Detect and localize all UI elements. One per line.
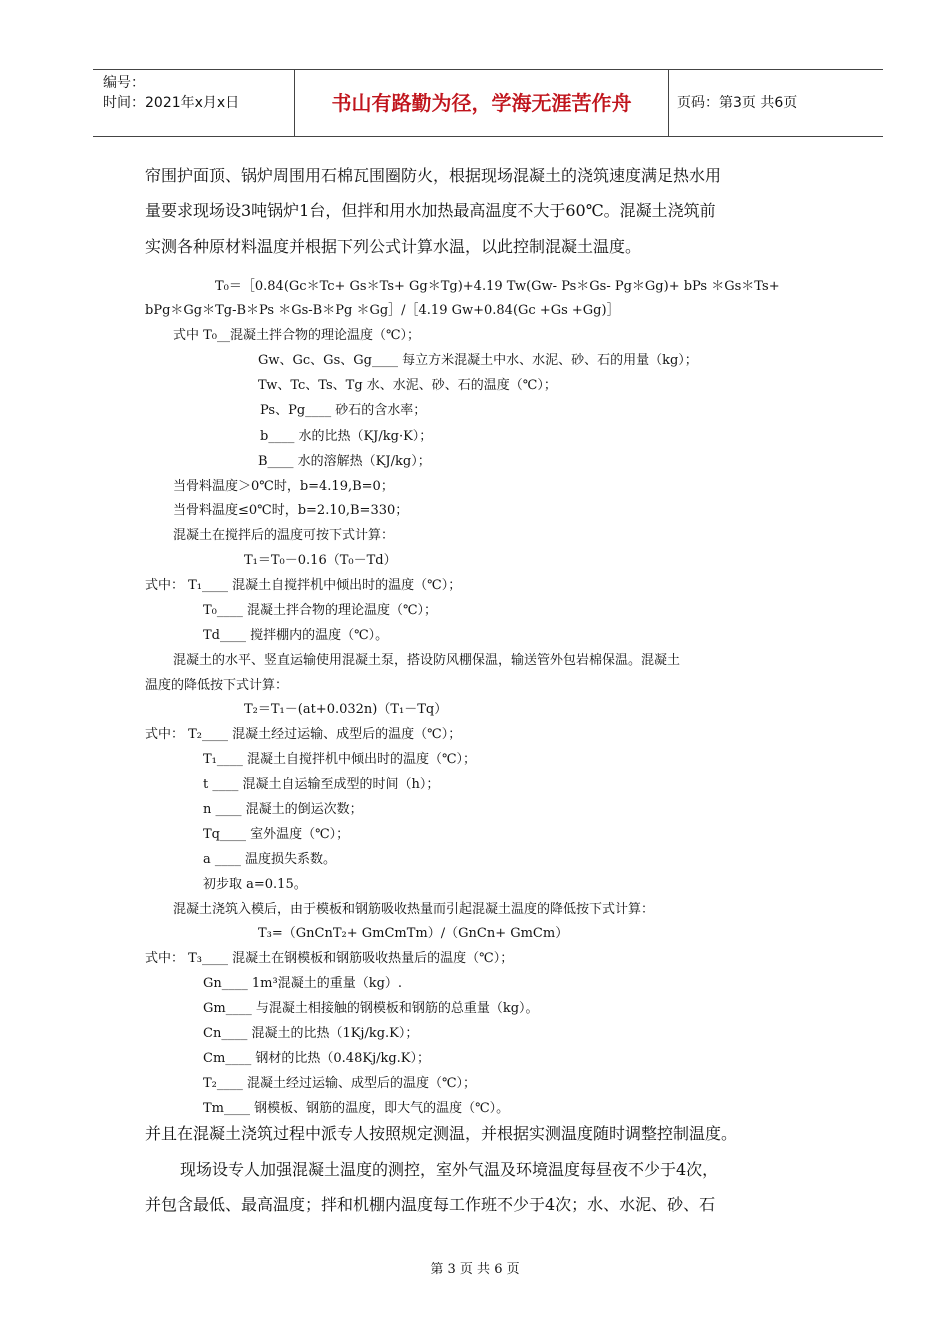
formula-t2: T₂＝T₁－(at+0.032n)（T₁－Tq） <box>244 702 448 717</box>
page-header <box>93 69 883 137</box>
formula-t0-line1: T₀＝［0.84(Gc＊Tc+ Gs＊Ts+ Gg＊Tg)+4.19 Tw(Gw- Ps＊Gs- Pg＊Gg)+ bPs ＊Gs＊Ts+ <box>215 279 780 294</box>
definition-line: 初步取 a=0.15。 <box>203 877 307 892</box>
definition-line: Gn____ 1m³混凝土的重量（kg）. <box>203 976 403 991</box>
definition-line: T₀____ 混凝土拌合物的理论温度（℃）； <box>203 603 438 618</box>
definition-line: T₂____ 混凝土经过运输、成型后的温度（℃）； <box>203 1076 477 1091</box>
paragraph-line: 量要求现场设3吨锅炉1台，但拌和用水加热最高温度不大于60℃。混凝土浇筑前 <box>145 201 716 220</box>
header-motto: 书山有路勤为径，学海无涯苦作舟 <box>294 70 669 136</box>
paragraph-line: 混凝土的水平、竖直运输使用混凝土泵，搭设防风棚保温，输送管外包岩棉保温。混凝土 <box>173 653 681 668</box>
header-left <box>93 70 294 136</box>
definition-line: t ____ 混凝土自运输至成型的时间（h）； <box>203 777 440 792</box>
document-number-label: 编号： <box>103 75 145 91</box>
condition-line: 当骨料温度＞0℃时，b=4.19,B=0； <box>173 479 394 494</box>
definition-line: Cm____ 钢材的比热（0.48Kj/kg.K）； <box>203 1051 431 1066</box>
formula-t1: T₁＝T₀－0.16（T₀－Td） <box>244 553 397 568</box>
definition-line: Cn____ 混凝土的比热（1Kj/kg.K）； <box>203 1026 419 1041</box>
definition-line: n ____ 混凝土的倒运次数； <box>203 802 363 817</box>
definition-line: 式中： T₂____ 混凝土经过运输、成型后的温度（℃）； <box>145 727 462 742</box>
definition-line: 式中 T₀__混凝土拌合物的理论温度（℃）； <box>173 328 421 343</box>
definition-line: Gw、Gc、Gs、Gg____ 每立方米混凝土中水、水泥、砂、石的用量（kg）； <box>258 353 698 368</box>
document-time-label: 时间：2021年x月x日 <box>103 95 240 111</box>
formula-t0-line2: bPg＊Gg＊Tg-B＊Ps ＊Gs-B＊Pg ＊Gg］/［4.19 Gw+0.84(Gc +Gs +Gg)］ <box>145 303 620 318</box>
header-page-number: 页码：第3页 共6页 <box>677 95 798 111</box>
paragraph-line: 温度的降低按下式计算： <box>145 678 289 693</box>
paragraph-line: 现场设专人加强混凝土温度的测控，室外气温及环境温度每昼夜不少于4次， <box>180 1160 719 1179</box>
definition-line: Ps、Pg____ 砂石的含水率； <box>260 403 427 418</box>
paragraph-line: 混凝土浇筑入模后，由于模板和钢筋吸收热量而引起混凝土温度的降低按下式计算： <box>173 902 655 917</box>
definition-line: Tq____ 室外温度（℃）； <box>203 827 350 842</box>
paragraph-line: 并包含最低、最高温度；拌和机棚内温度每工作班不少于4次；水、水泥、砂、石 <box>145 1195 716 1214</box>
definition-line: 式中： T₁____ 混凝土自搅拌机中倾出时的温度（℃）； <box>145 578 462 593</box>
condition-line: 当骨料温度≤0℃时，b=2.10,B=330； <box>173 503 409 518</box>
definition-line: B____ 水的溶解热（KJ/kg）； <box>258 454 431 469</box>
paragraph-line: 实测各种原材料温度并根据下列公式计算水温，以此控制混凝土温度。 <box>145 237 642 256</box>
definition-line: 式中： T₃____ 混凝土在钢模板和钢筋吸收热量后的温度（℃）； <box>145 951 514 966</box>
definition-line: Tm____ 钢模板、钢筋的温度，即大气的温度（℃）。 <box>203 1101 510 1116</box>
definition-line: b____ 水的比热（KJ/kg·K）； <box>260 429 433 444</box>
definition-line: Tw、Tc、Ts、Tg 水、水泥、砂、石的温度（℃）； <box>258 378 557 393</box>
paragraph-line: 帘围护面顶、锅炉周围用石棉瓦围圈防火，根据现场混凝土的浇筑速度满足热水用 <box>145 166 722 185</box>
definition-line: Gm____ 与混凝土相接触的钢模板和钢筋的总重量（kg）。 <box>203 1001 539 1016</box>
definition-line: Td____ 搅拌棚内的温度（℃）。 <box>203 628 389 643</box>
definition-line: a ____ 温度损失系数。 <box>203 852 337 867</box>
page-footer: 第 3 页 共 6 页 <box>430 1262 520 1277</box>
formula-t3: T₃=（GnCnT₂+ GmCmTm）/（GnCn+ GmCm） <box>258 926 569 941</box>
paragraph-line: 并且在混凝土浇筑过程中派专人按照规定测温，并根据实测温度随时调整控制温度。 <box>145 1124 738 1143</box>
definition-line: T₁____ 混凝土自搅拌机中倾出时的温度（℃）； <box>203 752 477 767</box>
condition-line: 混凝土在搅拌后的温度可按下式计算： <box>173 528 395 543</box>
